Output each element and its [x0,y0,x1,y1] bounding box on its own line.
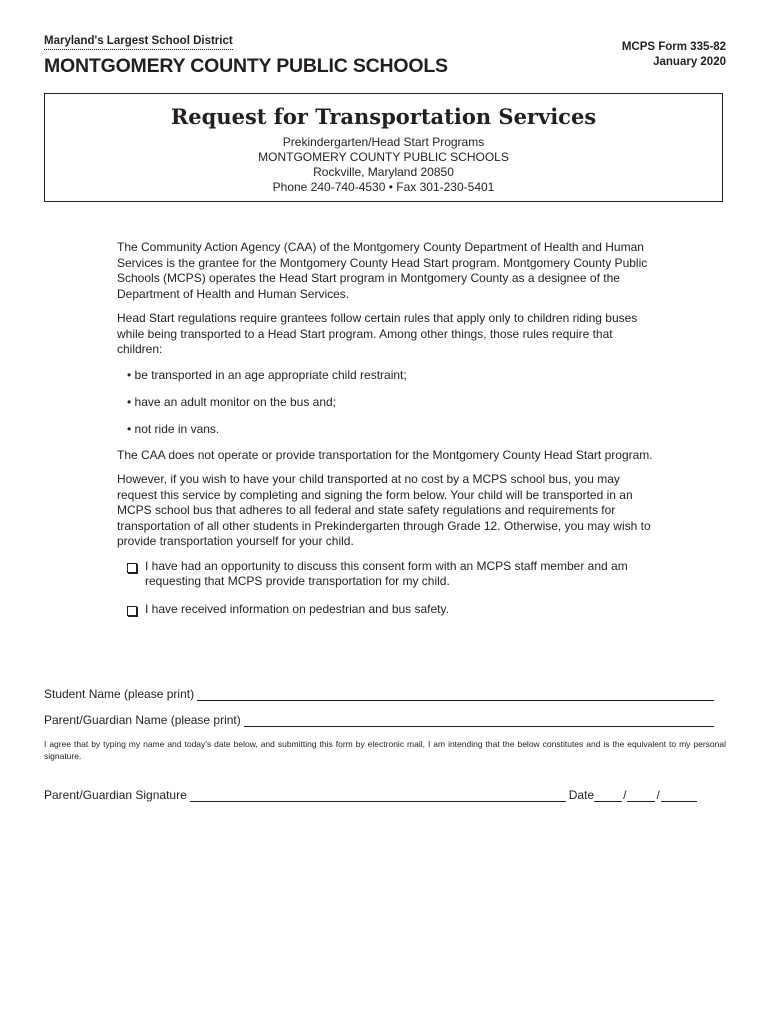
consent-discussion-checkbox[interactable] [127,563,137,573]
paragraph-regulations: Head Start regulations require grantees follow certain rules that apply only to children riding buses while being transported to a Head Start program. Among other things, those rules require that children: [117,311,638,356]
title-box [44,93,723,202]
form-date: January 2020 [653,56,726,68]
guardian-name-label: Parent/Guardian Name (please print) [44,713,241,727]
date-year-input[interactable] [661,788,697,802]
date-label: Date [568,788,595,802]
signature-row [44,786,714,802]
form-number: MCPS Form 335-82 [621,41,726,53]
student-name-row [44,685,714,701]
paragraph-caa: The Community Action Agency (CAA) of the Montgomery County Department of Health and Human Services is the grantee for the Montgomery County Head Start program. Montgomery County Public Schools (MCPS) operates the Head Start program in Montgomery County as a designee of the Department of Health and Human Services. [117,240,648,301]
program-name: Prekindergarten/Head Start Programs [282,135,485,149]
page-title: Request for Transportation Services [170,104,597,129]
signature-input[interactable] [190,788,566,802]
electronic-signature-agreement: I agree that by typing my name and today's date below, and submitting this form by electronic mail, I am intending that the below constitutes and is the equivalent to my personal signature. [44,739,726,761]
safety-info-checkbox[interactable] [127,606,137,616]
date-separator: / [656,788,660,802]
district-name: MONTGOMERY COUNTY PUBLIC SCHOOLS [44,55,448,77]
form-body [117,240,657,629]
form-identifier [622,40,726,70]
date-separator: / [623,788,627,802]
bullet-item: • have an adult monitor on the bus and; [127,394,337,409]
safety-info-checkbox-row[interactable] [127,602,657,618]
guardian-name-input[interactable] [244,713,714,727]
consent-checkbox-row[interactable] [127,559,657,590]
date-month-input[interactable] [594,788,622,802]
paragraph-request-service: However, if you wish to have your child transported at no cost by a MCPS school bus, you may request this service by completing and signing the form below. Your child will be transported in an MCPS school bus that adheres to all federal and state safety regulations and requirements for transportation of all other students in Prekindergarten through Grade 12. Otherwise, you may wish to provide transportation yourself for your child. [117,472,651,548]
bullet-item: • not ride in vans. [127,421,220,436]
district-tagline: Maryland's Largest School District [44,35,233,50]
signature-label: Parent/Guardian Signature [44,788,187,802]
bullet-item: • be transported in an age appropriate child restraint; [127,367,407,382]
consent-discussion-label: I have had an opportunity to discuss this consent form with an MCPS staff member and am requesting that MCPS provide transportation for my child. [145,558,628,588]
organization-address: Rockville, Maryland 20850 [313,165,454,179]
student-name-label: Student Name (please print) [44,687,195,701]
program-contact-info [45,135,722,195]
date-day-input[interactable] [627,788,655,802]
name-fields [44,685,714,737]
contact-numbers: Phone 240-740-4530 • Fax 301-230-5401 [272,180,495,194]
paragraph-caa-transport: The CAA does not operate or provide transportation for the Montgomery County Head Start program. [117,447,653,462]
organization-name: MONTGOMERY COUNTY PUBLIC SCHOOLS [258,150,509,164]
safety-info-label: I have received information on pedestrian and bus safety. [145,601,449,616]
student-name-input[interactable] [197,687,714,701]
guardian-name-row [44,711,714,727]
